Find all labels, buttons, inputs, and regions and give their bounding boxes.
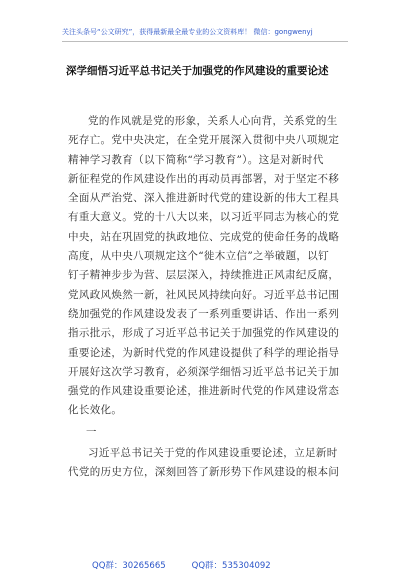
body-line: 高度，从中央八项规定这个“徙木立信”之举破题，以钉 [68, 250, 329, 263]
body-line: 精神学习教育（以下简称“学习教育”）。这是对新时代 [68, 153, 324, 166]
footer-qq-group-first: QQ群：30265665 [92, 561, 166, 571]
section-heading-number: 一 [86, 425, 97, 438]
section-body-line: 习近平总书记关于党的作风建设重要论述，立足新时 [88, 447, 338, 460]
header-promo-text: 关注头条号“公文研究”，获得最新最全最专业的公文资料库！ 微信：gongwenyj [62, 28, 313, 36]
body-line: 全面从严治党、深入推进新时代党的建设新的伟大工程具 [68, 192, 340, 205]
body-line: 党的作风就是党的形象，关系人心向背，关系党的生 [88, 115, 338, 127]
document-body [68, 112, 340, 483]
header-divider [62, 41, 348, 42]
body-line: 新征程党的作风建设作出的再动员再部署，对于坚定不移 [68, 172, 340, 185]
body-line: 绕加强党的作风建设发表了一系列重要讲话、作出一系列 [68, 307, 340, 320]
body-line: 强党的作风建设重要论述，推进新时代党的作风建设常态 [68, 385, 340, 398]
footer-qq-group-second: QQ群：535304092 [191, 561, 271, 571]
footer-contact [92, 560, 352, 572]
body-line: 开展好这次学习教育，必须深学细悟习近平总书记关于加 [68, 365, 340, 378]
body-line: 中央，站在巩固党的执政地位、完成党的使命任务的战略 [68, 230, 340, 243]
body-line: 党风政风焕然一新，社风民风持续向好。习近平总书记围 [68, 288, 340, 301]
section-body-line: 代党的历史方位，深刻回答了新形势下作风建设的根本问 [68, 466, 340, 479]
body-line: 重要论述，为新时代党的作风建设提供了科学的理论指导 [68, 346, 340, 359]
body-line: 有重大意义。党的十八大以来，以习近平同志为核心的党 [68, 211, 340, 224]
body-line: 钉子精神步步为营、层层深入，持续推进正风肃纪反腐， [68, 269, 340, 282]
body-line: 化长效化。 [68, 404, 123, 417]
document-title: 深学细悟习近平总书记关于加强党的作风建设的重要论述 [66, 65, 329, 77]
body-line: 死存亡。党中央决定，在全党开展深入贯彻中央八项规定 [68, 134, 340, 147]
body-line: 指示批示，形成了习近平总书记关于加强党的作风建设的 [68, 327, 340, 340]
